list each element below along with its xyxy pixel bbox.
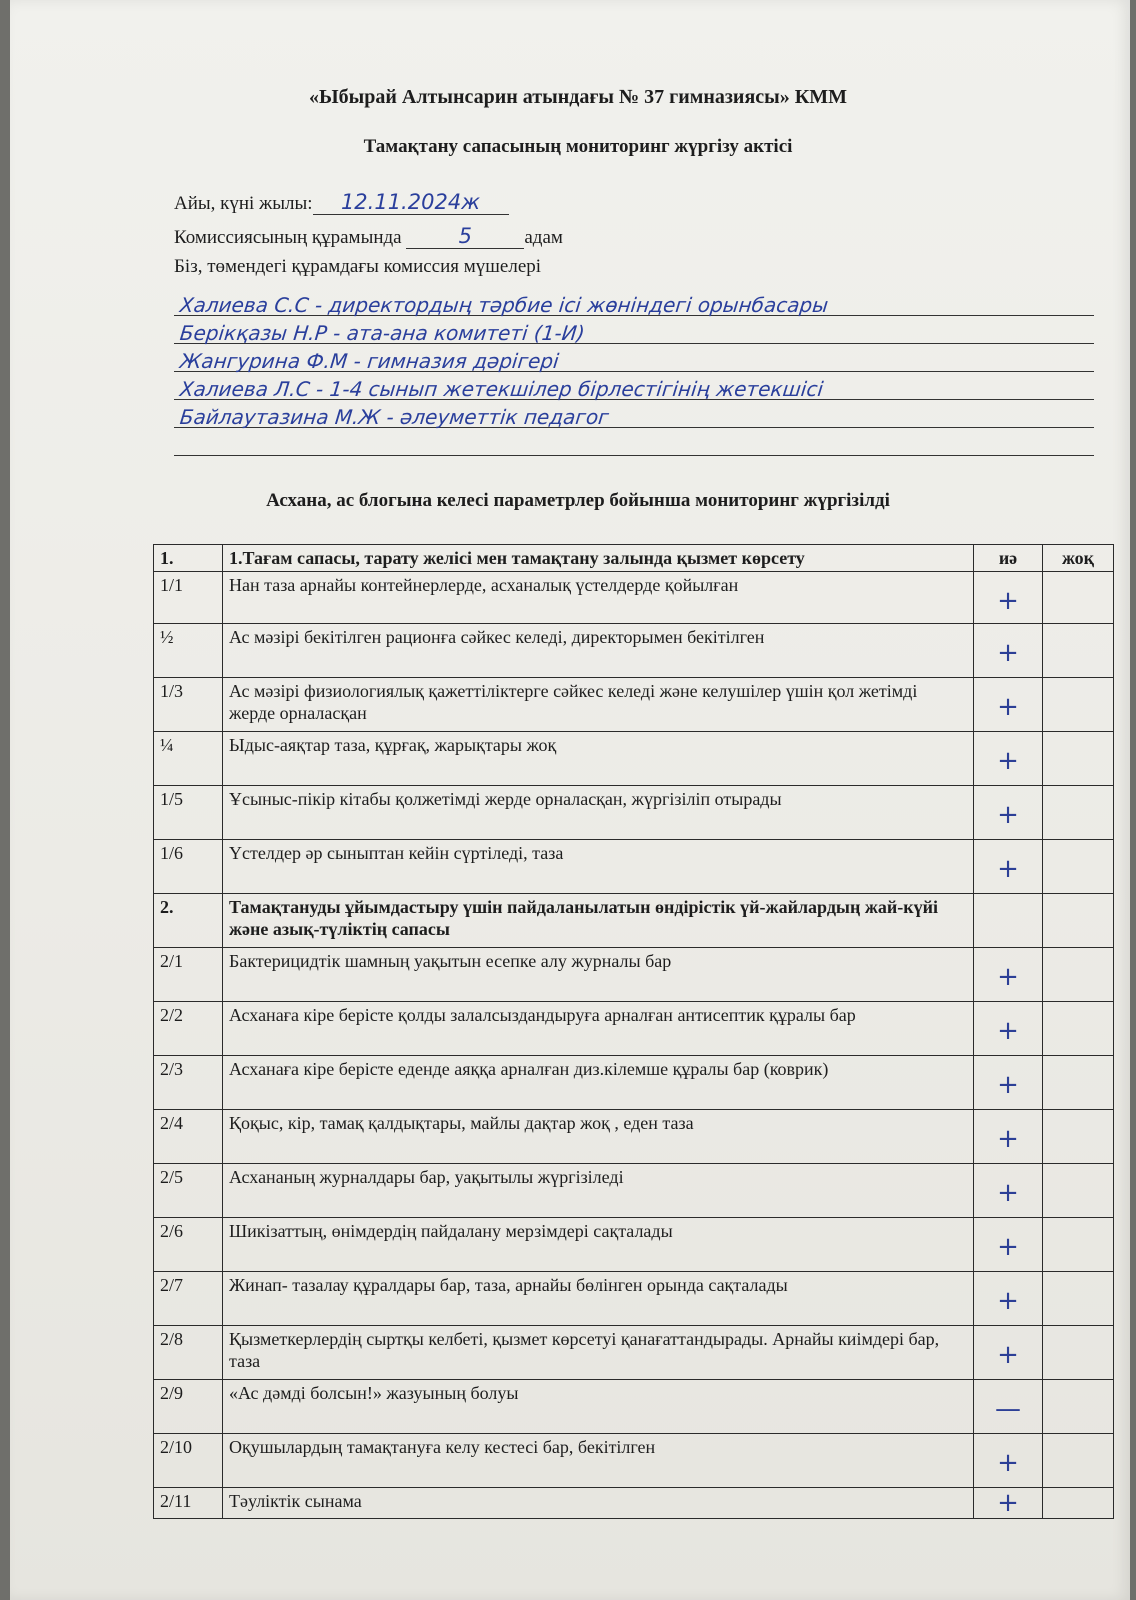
row-num: 2/11 <box>154 1488 223 1519</box>
row-yes-mark-glyph: + <box>997 586 1019 616</box>
row-yes-mark-glyph: + <box>997 638 1019 668</box>
table-row <box>154 786 1114 840</box>
commission-count: 5 <box>406 224 524 249</box>
row-num: 2/4 <box>154 1110 223 1164</box>
row-text: «Ас дәмді болсын!» жазуының болуы <box>223 1380 974 1434</box>
row-no-mark <box>1043 624 1114 678</box>
row-yes-mark <box>974 572 1043 624</box>
row-text: Асханаға кіре берісте еденде аяққа арналған диз.кілемше құралы бар (коврик) <box>223 1056 974 1110</box>
row-num: 2/10 <box>154 1434 223 1488</box>
row-num: 2/8 <box>154 1326 223 1380</box>
row-yes-mark <box>974 624 1043 678</box>
row-no-mark <box>1043 1110 1114 1164</box>
commission-unit: адам <box>524 227 563 248</box>
table-row <box>154 1002 1114 1056</box>
table-row <box>154 624 1114 678</box>
row-yes-mark <box>974 1002 1043 1056</box>
row-num: 2/9 <box>154 1380 223 1434</box>
row-yes-mark <box>974 1110 1043 1164</box>
table-row <box>154 1056 1114 1110</box>
row-text: Тәуліктік сынама <box>223 1488 974 1519</box>
row-yes-mark <box>974 1218 1043 1272</box>
row-yes-mark-glyph: + <box>997 800 1019 830</box>
row-yes-mark-glyph: + <box>997 1448 1019 1478</box>
row-text: Ас мәзірі бекітілген рационға сәйкес келеді, директорымен бекітілген <box>223 624 974 678</box>
table-row <box>154 572 1114 624</box>
commission-label: Комиссиясының құрамында <box>174 227 402 248</box>
date-field <box>174 190 509 215</box>
row-no-mark <box>1043 1434 1114 1488</box>
row-yes-mark <box>974 840 1043 894</box>
row-yes-mark-glyph: + <box>997 1286 1019 1316</box>
row-num: 2/1 <box>154 948 223 1002</box>
row-text: Қоқыс, кір, тамақ қалдықтары, майлы дақтар жоқ , еден таза <box>223 1110 974 1164</box>
row-yes-mark <box>974 948 1043 1002</box>
row-yes-mark-glyph: — <box>995 1394 1021 1424</box>
header-no: жоқ <box>1043 545 1114 572</box>
member-line <box>174 372 1094 400</box>
row-num: 1/3 <box>154 678 223 732</box>
header-yes: иә <box>974 545 1043 572</box>
row-num: ½ <box>154 624 223 678</box>
member-text: Жангурина Ф.М - гимназия дәрігері <box>178 349 561 373</box>
row-yes-mark <box>974 1434 1043 1488</box>
member-text: Байлаутазина М.Ж - әлеуметтік педагог <box>178 405 611 429</box>
member-line <box>174 400 1094 428</box>
table-row <box>154 678 1114 732</box>
row-yes-mark-glyph: + <box>997 1488 1019 1518</box>
row-num: 1/1 <box>154 572 223 624</box>
row-text: Ұсыныс-пікір кітабы қолжетімді жерде орналасқан, жүргізіліп отырады <box>223 786 974 840</box>
monitoring-table <box>153 544 1114 1519</box>
row-yes-mark <box>974 1380 1043 1434</box>
row-yes-mark-glyph: + <box>997 854 1019 884</box>
section-2-num: 2. <box>154 894 223 948</box>
row-yes-mark <box>974 1326 1043 1380</box>
table-row <box>154 1110 1114 1164</box>
date-label: Айы, күні жылы: <box>174 193 313 214</box>
school-title: «Ыбырай Алтынсарин атындағы № 37 гимназиясы» КММ <box>308 86 848 108</box>
section-2-title: Тамақтануды ұйымдастыру үшін пайдаланылатын өндірістік үй-жайлардың жай-күйі және азық-түліктің сапасы <box>223 894 974 948</box>
row-no-mark <box>1043 732 1114 786</box>
row-text: Бактерицидтік шамның уақытын есепке алу журналы бар <box>223 948 974 1002</box>
row-no-mark <box>1043 1326 1114 1380</box>
table-row <box>154 1164 1114 1218</box>
row-no-mark <box>1043 948 1114 1002</box>
row-yes-mark-glyph: + <box>997 1340 1019 1370</box>
row-num: 2/6 <box>154 1218 223 1272</box>
member-text: Халиева С.С - директордың тәрбие ісі жөніндегі орынбасары <box>178 293 830 317</box>
document-sheet <box>10 0 1130 1600</box>
row-yes-mark <box>974 786 1043 840</box>
row-yes-mark <box>974 732 1043 786</box>
table-row <box>154 1326 1114 1380</box>
table-row <box>154 1272 1114 1326</box>
members-list <box>174 288 1094 456</box>
row-yes-mark <box>974 1272 1043 1326</box>
row-text: Ыдыс-аяқтар таза, құрғақ, жарықтары жоқ <box>223 732 974 786</box>
row-text: Оқушылардың тамақтануға келу кестесі бар, бекітілген <box>223 1434 974 1488</box>
row-yes-mark-glyph: + <box>997 1016 1019 1046</box>
row-text: Үстелдер әр сыныптан кейін сүртіледі, таза <box>223 840 974 894</box>
member-line <box>174 344 1094 372</box>
row-yes-mark-glyph: + <box>997 1070 1019 1100</box>
date-value: 12.11.2024ж <box>313 190 509 215</box>
row-num: 2/2 <box>154 1002 223 1056</box>
table-row <box>154 840 1114 894</box>
section-2-yes <box>974 894 1043 948</box>
row-text: Ас мәзірі физиологиялық қажеттіліктерге сәйкес келеді және келушілер үшін қол жетімді жерде орналасқан <box>223 678 974 732</box>
member-line <box>174 288 1094 316</box>
member-text: Берікқазы Н.Р - ата-ана комитеті (1-И) <box>178 321 586 345</box>
table-row <box>154 1434 1114 1488</box>
header-title: 1.Тағам сапасы, тарату желісі мен тамақтану залында қызмет көрсету <box>223 545 974 572</box>
act-title: Тамақтану сапасының мониторинг жүргізу актісі <box>363 136 793 157</box>
row-no-mark <box>1043 1272 1114 1326</box>
row-yes-mark-glyph: + <box>997 962 1019 992</box>
member-line <box>174 428 1094 456</box>
row-no-mark <box>1043 572 1114 624</box>
section-2-no <box>1043 894 1114 948</box>
row-yes-mark-glyph: + <box>997 1124 1019 1154</box>
row-no-mark <box>1043 1218 1114 1272</box>
row-num: ¼ <box>154 732 223 786</box>
table-row <box>154 732 1114 786</box>
section-subtitle: Асхана, ас блогына келесі параметрлер бойынша мониторинг жүргізілді <box>266 490 890 511</box>
table-row <box>154 948 1114 1002</box>
row-yes-mark <box>974 678 1043 732</box>
row-yes-mark-glyph: + <box>997 1178 1019 1208</box>
row-text: Асхананың журналдары бар, уақытылы жүргізіледі <box>223 1164 974 1218</box>
row-yes-mark <box>974 1164 1043 1218</box>
row-text: Шикізаттың, өнімдердің пайдалану мерзімдері сақталады <box>223 1218 974 1272</box>
row-yes-mark-glyph: + <box>997 1232 1019 1262</box>
row-no-mark <box>1043 1488 1114 1519</box>
commission-field <box>174 224 563 249</box>
row-num: 1/6 <box>154 840 223 894</box>
table-row <box>154 1488 1114 1519</box>
row-no-mark <box>1043 786 1114 840</box>
row-no-mark <box>1043 1056 1114 1110</box>
member-text: Халиева Л.С - 1-4 сынып жетекшілер бірлестігінің жетекшісі <box>178 377 825 401</box>
row-text: Нан таза арнайы контейнерлерде, асханалық үстелдерде қойылған <box>223 572 974 624</box>
section-2-row <box>154 894 1114 948</box>
row-no-mark <box>1043 1380 1114 1434</box>
row-text: Қызметкерлердің сыртқы келбеті, қызмет көрсетуі қанағаттандырады. Арнайы киімдері бар, таза <box>223 1326 974 1380</box>
row-no-mark <box>1043 1002 1114 1056</box>
table-row <box>154 1380 1114 1434</box>
row-yes-mark-glyph: + <box>997 692 1019 722</box>
row-no-mark <box>1043 1164 1114 1218</box>
row-num: 2/7 <box>154 1272 223 1326</box>
row-yes-mark-glyph: + <box>997 746 1019 776</box>
table-header-row <box>154 545 1114 572</box>
row-text: Асханаға кіре берісте қолды залалсыздандыруға арналған антисептик құралы бар <box>223 1002 974 1056</box>
table-row <box>154 1218 1114 1272</box>
row-num: 2/3 <box>154 1056 223 1110</box>
members-label: Біз, төмендегі құрамдағы комиссия мүшелері <box>174 256 542 277</box>
row-yes-mark <box>974 1056 1043 1110</box>
row-text: Жинап- тазалау құралдары бар, таза, арнайы бөлінген орында сақталады <box>223 1272 974 1326</box>
row-num: 1/5 <box>154 786 223 840</box>
row-yes-mark <box>974 1488 1043 1519</box>
member-line <box>174 316 1094 344</box>
header-num: 1. <box>154 545 223 572</box>
row-num: 2/5 <box>154 1164 223 1218</box>
row-no-mark <box>1043 840 1114 894</box>
row-no-mark <box>1043 678 1114 732</box>
